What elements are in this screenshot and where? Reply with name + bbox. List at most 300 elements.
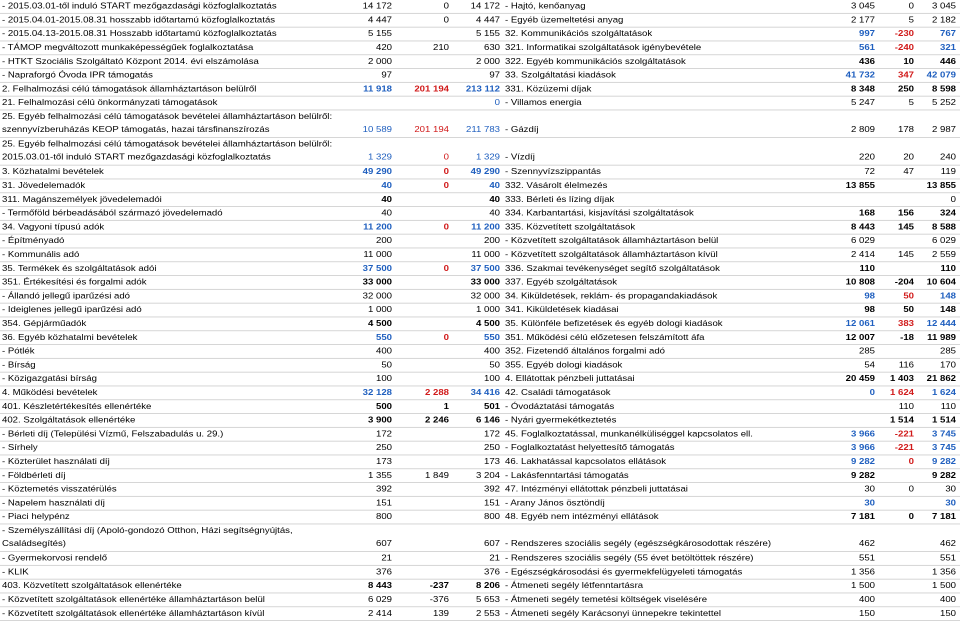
row-value: 607 <box>483 539 500 549</box>
table-row <box>0 373 960 387</box>
row-value: 800 <box>483 512 500 522</box>
row-value: 9 282 <box>931 470 956 481</box>
row-value: 200 <box>375 236 392 246</box>
row-value: 47 <box>903 167 914 177</box>
row-value: 37 500 <box>470 263 500 274</box>
row-value <box>876 607 914 620</box>
row-value: 2 246 <box>424 415 449 426</box>
row-value <box>393 317 449 330</box>
row-value: 54 <box>864 360 875 371</box>
row-value: 34 416 <box>470 388 500 398</box>
row-label: 321. Informatikai szolgáltatások igénybevétele <box>505 43 702 53</box>
row-value: 213 112 <box>465 84 500 95</box>
row-value: 1 849 <box>424 470 449 481</box>
row-value: 41 732 <box>845 70 875 81</box>
row-value: 446 <box>939 56 956 67</box>
row-value: 0 <box>443 15 449 26</box>
row-value: 250 <box>897 84 914 95</box>
row-value: 173 <box>483 457 500 467</box>
row-label: 351. Értékesítési és forgalmi adók <box>2 277 147 288</box>
row-value: 630 <box>483 43 500 53</box>
row-value <box>876 552 914 565</box>
row-value: 1 355 <box>367 470 392 481</box>
row-value: 0 <box>443 263 449 274</box>
row-value: 110 <box>940 401 956 412</box>
row-value: 145 <box>897 222 914 233</box>
row-value <box>393 455 449 468</box>
row-value: 400 <box>375 346 392 357</box>
row-value: 6 029 <box>931 236 956 246</box>
row-value: 551 <box>858 553 875 564</box>
row-label: 331. Közüzemi díjak <box>505 84 592 95</box>
row-value: 7 181 <box>931 512 956 522</box>
row-value: 0 <box>908 484 914 495</box>
row-value <box>393 304 449 317</box>
row-label: 48. Egyéb nem intézményi ellátások <box>505 512 659 522</box>
table-row <box>0 28 960 42</box>
row-label: - 2015.03.01-től induló START mezőgazdasági közfoglalkoztatás <box>2 1 277 12</box>
row-label: 354. Gépjárműadók <box>2 319 87 329</box>
row-value: 250 <box>375 443 392 453</box>
row-value: 4 447 <box>367 15 392 26</box>
table-row <box>0 331 960 345</box>
row-label: 335. Közvetített szolgáltatások <box>505 222 636 233</box>
table-row <box>0 166 960 180</box>
row-value: 98 <box>864 291 875 302</box>
row-value: 40 <box>381 181 392 191</box>
table-row <box>0 345 960 359</box>
row-label: 333. Bérleti és lízing díjak <box>505 194 615 205</box>
row-value: 210 <box>432 43 449 53</box>
table-row <box>0 497 960 511</box>
row-label: 32. Kommunikációs szolgáltatások <box>505 29 653 39</box>
row-value: 8 206 <box>475 581 500 591</box>
row-value: 97 <box>489 70 500 81</box>
row-label: - Napelem használati díj <box>2 498 105 509</box>
row-value: 110 <box>898 401 914 412</box>
table-row <box>0 290 960 304</box>
row-label: - Közvetített szolgáltatások államháztartáson kívül <box>505 250 718 260</box>
row-label: 35. Termékek és szolgáltatások adói <box>2 263 157 274</box>
row-value: 97 <box>381 70 392 81</box>
row-label: - Villamos energia <box>505 98 582 108</box>
row-value: 220 <box>858 152 875 163</box>
row-value: 30 <box>864 498 875 509</box>
row-value <box>795 193 875 206</box>
row-value <box>876 262 914 275</box>
row-value: 49 290 <box>470 167 500 177</box>
row-value: 200 <box>483 236 500 246</box>
row-value <box>393 345 449 358</box>
row-value <box>876 469 914 482</box>
row-value <box>393 207 449 220</box>
row-value: 12 444 <box>926 319 956 329</box>
row-value: 150 <box>939 608 956 619</box>
row-value: -230 <box>894 29 914 39</box>
table-row <box>0 469 960 483</box>
row-value: 11 000 <box>471 250 500 260</box>
row-value: 3 966 <box>850 443 875 453</box>
row-value: 21 <box>489 553 500 564</box>
row-value: 551 <box>939 553 956 564</box>
row-value: 148 <box>939 291 956 302</box>
row-value: 0 <box>443 222 449 233</box>
row-label: 21. Felhalmozási célú önkormányzati támogatások <box>2 98 218 108</box>
row-label: - Gázdíj <box>505 125 539 135</box>
table-row <box>0 511 960 525</box>
row-label: - Bírság <box>2 360 36 371</box>
row-value: 98 <box>864 305 875 315</box>
row-value: 30 <box>945 484 956 495</box>
row-label: 2. Felhalmozási célú támogatások államháztartáson belülről <box>2 84 257 95</box>
row-value: 168 <box>858 208 875 219</box>
row-value <box>795 400 875 413</box>
row-value <box>393 55 449 68</box>
row-value: 21 862 <box>926 374 956 384</box>
row-value: 10 808 <box>845 277 875 288</box>
row-label: 36. Egyéb közhatalmi bevételek <box>2 332 138 343</box>
row-value: 11 200 <box>471 222 500 233</box>
row-value: 0 <box>443 152 449 163</box>
row-label: 25. Egyéb felhalmozási célú támogatások bevételei államháztartáson belülről: <box>2 139 332 150</box>
row-value: 0 <box>443 1 449 12</box>
row-value: 20 459 <box>845 374 875 384</box>
row-value: 1 500 <box>850 581 875 591</box>
row-value: 400 <box>858 595 875 605</box>
row-label: - Piaci helypénz <box>2 512 70 522</box>
row-value: 8 443 <box>850 222 875 233</box>
row-value: 13 855 <box>845 181 875 191</box>
row-value <box>393 511 449 524</box>
row-label: 322. Egyéb kommunikációs szolgáltatások <box>505 56 686 67</box>
row-value: 6 146 <box>475 415 500 426</box>
row-label: - Köztemetés visszatérülés <box>2 484 117 495</box>
row-label: - Termőföld bérbeadásából származó jövedelemadó <box>2 208 223 219</box>
row-value: 5 653 <box>475 595 500 605</box>
table-row <box>0 110 960 138</box>
table-row <box>0 235 960 249</box>
row-label: 352. Fizetendő általános forgalmi adó <box>505 346 665 357</box>
row-value: 2 559 <box>931 250 956 260</box>
row-value: 49 290 <box>362 167 392 177</box>
row-value: 40 <box>381 208 392 219</box>
row-label: - Foglalkoztatást helyettesítő támogatás <box>505 443 675 453</box>
row-value: 550 <box>483 332 500 343</box>
row-value: 5 155 <box>475 29 500 39</box>
table-row <box>0 400 960 414</box>
row-value: 550 <box>375 332 392 343</box>
row-label: - Lakásfenntartási támogatás <box>505 470 629 481</box>
row-label: 47. Intézményi ellátottak pénzbeli juttatásai <box>505 484 688 495</box>
row-value: 11 918 <box>363 84 392 95</box>
row-value <box>300 97 392 110</box>
row-label: - HTKT Szociális Szolgáltató Központ 2014. évi elszámolása <box>2 56 259 67</box>
row-value: 250 <box>483 443 500 453</box>
row-value <box>876 566 914 579</box>
row-value: 1 329 <box>367 152 392 163</box>
row-value <box>393 290 449 303</box>
row-value: 201 194 <box>414 84 449 95</box>
row-value <box>393 497 449 510</box>
table-row <box>0 359 960 373</box>
row-label: - Közvetített szolgáltatások ellenértéke államháztartáson belül <box>2 595 265 605</box>
row-value: 173 <box>375 457 392 467</box>
row-label: 341. Kiküldetések kiadásai <box>505 305 619 315</box>
row-value: 3 204 <box>475 470 500 481</box>
row-label: 351. Működési célú előzetesen felszámított áfa <box>505 332 705 343</box>
row-value: 2 809 <box>850 125 875 135</box>
row-value: 0 <box>950 194 956 205</box>
row-value: 37 500 <box>362 263 392 274</box>
row-value: 392 <box>483 484 500 495</box>
row-label: 402. Szolgáltatások ellenértéke <box>2 415 136 426</box>
row-value: 8 598 <box>931 84 956 95</box>
row-value: 462 <box>858 539 875 549</box>
row-value: 50 <box>903 305 914 315</box>
table-row <box>0 442 960 456</box>
row-value: 30 <box>864 484 875 495</box>
row-value: 607 <box>375 539 392 549</box>
row-value: 0 <box>443 181 449 191</box>
row-value <box>876 580 914 593</box>
row-value: 376 <box>483 567 500 578</box>
row-value: 376 <box>375 567 392 578</box>
row-value: -237 <box>429 581 449 591</box>
row-label: 4. Ellátottak pénzbeli juttatásai <box>505 374 635 384</box>
row-label-continued: Családsegítés) <box>2 539 66 549</box>
row-value: 6 029 <box>850 236 875 246</box>
row-label: 34. Vagyoni típusú adók <box>2 222 105 233</box>
row-value: 151 <box>483 498 500 509</box>
row-value: 324 <box>939 208 956 219</box>
row-value: 2 182 <box>931 15 956 26</box>
row-value: 4 500 <box>475 319 500 329</box>
row-label: - KLIK <box>2 567 29 578</box>
row-label: - Állandó jellegű iparűzési adó <box>2 291 130 302</box>
row-value: 40 <box>489 181 500 191</box>
table-row <box>0 193 960 207</box>
row-label: - Pótlék <box>2 346 35 357</box>
row-value: 50 <box>381 360 392 371</box>
table-row <box>0 524 960 552</box>
row-value: 211 783 <box>466 125 500 135</box>
row-value <box>393 373 449 386</box>
row-value <box>393 97 449 110</box>
table-row <box>0 55 960 69</box>
row-label: 355. Egyéb dologi kiadások <box>505 360 623 371</box>
table-row <box>0 317 960 331</box>
row-value: 347 <box>897 70 914 81</box>
row-value: 32 128 <box>362 388 392 398</box>
row-value <box>393 193 449 206</box>
row-value <box>876 235 914 248</box>
row-label: - Közigazgatási bírság <box>2 374 97 384</box>
row-label: - Átmeneti segély temetési költségek viselésére <box>505 595 708 605</box>
row-label: - 2015.04.01-2015.08.31 hosszabb időtartamú közfoglalkoztatás <box>2 15 276 26</box>
table-row <box>0 97 960 111</box>
row-value: 1 624 <box>931 388 956 398</box>
row-label: 42. Családi támogatások <box>505 388 611 398</box>
row-value: 50 <box>489 360 500 371</box>
table-row <box>0 566 960 580</box>
row-value: -221 <box>894 429 914 440</box>
row-label: 337. Egyéb szolgáltatások <box>505 277 618 288</box>
row-label: - TÁMOP megváltozott munkaképességűek foglalkoztatása <box>2 43 254 53</box>
row-label: 336. Szakmai tevékenységet segítő szolgáltatások <box>505 263 720 274</box>
table-row <box>0 483 960 497</box>
row-value: 436 <box>858 56 875 67</box>
row-value: 1 <box>443 401 449 412</box>
row-value: 9 282 <box>850 470 875 481</box>
row-value: 148 <box>939 305 956 315</box>
row-value <box>876 537 914 550</box>
row-value: 100 <box>375 374 392 384</box>
row-value: 2 000 <box>475 56 500 67</box>
table-row <box>0 607 960 621</box>
row-value: 145 <box>897 250 914 260</box>
row-value: 3 745 <box>931 443 956 453</box>
table-row <box>0 69 960 83</box>
row-value: 1 403 <box>889 374 914 384</box>
row-value: 4 447 <box>475 15 500 26</box>
row-value: -376 <box>429 595 449 605</box>
row-value: 11 989 <box>927 332 956 343</box>
row-value: 5 155 <box>367 29 392 39</box>
row-value: 119 <box>940 167 956 177</box>
row-value <box>393 483 449 496</box>
row-value: 170 <box>939 360 956 371</box>
row-value: 139 <box>432 608 449 619</box>
table-row <box>0 14 960 28</box>
row-value <box>795 414 875 427</box>
row-value: 100 <box>483 374 500 384</box>
row-value: 0 <box>494 98 500 108</box>
row-value: 2 000 <box>367 56 392 67</box>
row-value: 178 <box>897 125 914 135</box>
row-value: -240 <box>894 43 914 53</box>
row-label: 46. Lakhatással kapcsolatos ellátások <box>505 457 667 467</box>
row-value: 20 <box>903 152 914 163</box>
row-value: 21 <box>381 553 392 564</box>
row-value: 1 329 <box>475 152 500 163</box>
row-value: 2 414 <box>850 250 875 260</box>
row-value: 1 356 <box>850 567 875 578</box>
row-value: 150 <box>858 608 875 619</box>
row-label: - Bérleti díj (Települési Vízmű, Felszabadulás u. 29.) <box>2 429 224 440</box>
row-value: 0 <box>908 1 914 12</box>
row-value: 2 553 <box>475 608 500 619</box>
row-value: 400 <box>939 595 956 605</box>
row-value: 561 <box>858 43 875 53</box>
row-label: - Közvetített szolgáltatások ellenértéke államháztartáson kívül <box>2 608 265 619</box>
row-value: 5 <box>908 15 914 26</box>
table-row <box>0 248 960 262</box>
row-label: - Óvodáztatási támogatás <box>505 401 615 412</box>
row-value: 3 745 <box>931 429 956 440</box>
row-value: 32 000 <box>362 291 392 302</box>
row-value <box>393 428 449 441</box>
row-label: 4. Működési bevételek <box>2 388 98 398</box>
row-label: 33. Szolgáltatási kiadások <box>505 70 616 81</box>
table-row <box>0 207 960 221</box>
row-value: 110 <box>859 263 875 274</box>
row-value: 172 <box>375 429 392 440</box>
row-value <box>876 345 914 358</box>
table-row <box>0 138 960 166</box>
row-value: 2 414 <box>367 608 392 619</box>
row-label: 401. Készletértékesítés ellenértéke <box>2 401 152 412</box>
row-value <box>393 235 449 248</box>
row-label: - Rendszeres szociális segély (55 évet betöltöttek részére) <box>505 553 754 564</box>
row-value: 3 045 <box>931 1 956 12</box>
row-label: - Közvetített szolgáltatások államháztartáson belül <box>505 236 719 246</box>
table-row <box>0 179 960 193</box>
row-value <box>393 69 449 82</box>
row-value <box>393 566 449 579</box>
row-value: 10 604 <box>926 277 956 288</box>
row-value: 6 029 <box>367 595 392 605</box>
row-value: 3 900 <box>367 415 392 426</box>
row-label: 334. Karbantartási, kisjavítási szolgáltatások <box>505 208 694 219</box>
row-label: - Egészségkárosodási és gyermekfelügyeleti támogatás <box>505 567 743 578</box>
row-value: 110 <box>940 263 956 274</box>
row-value: 2 177 <box>850 15 875 26</box>
row-value <box>393 552 449 565</box>
table-row <box>0 41 960 55</box>
row-label: - Földbérleti díj <box>2 470 66 481</box>
row-value: 420 <box>375 43 392 53</box>
row-value: 1 356 <box>931 567 956 578</box>
row-label-continued: szennyvízberuházás KEOP támogatás, hazai társfinanszírozás <box>2 125 270 135</box>
row-value: 201 194 <box>414 125 449 135</box>
row-value: 1 624 <box>889 388 914 398</box>
row-value <box>393 359 449 372</box>
row-value <box>393 442 449 455</box>
row-value: -18 <box>900 332 914 343</box>
row-value: 383 <box>897 319 914 329</box>
row-value: 40 <box>489 194 500 205</box>
row-label: 35. Különféle befizetések és egyéb dologi kiadások <box>505 319 723 329</box>
row-value: 156 <box>897 208 914 219</box>
row-value: 40 <box>381 194 392 205</box>
row-label: - Nyári gyermekétkeztetés <box>505 415 617 426</box>
row-label: - Átmeneti segély létfenntartásra <box>505 581 644 591</box>
row-label: - Építményadó <box>2 236 65 246</box>
row-value: 11 200 <box>363 222 392 233</box>
row-label: 34. Kiküldetések, reklám- és propagandakiadások <box>505 291 718 302</box>
row-value: 10 <box>903 56 914 67</box>
row-value <box>393 28 449 41</box>
row-value: 12 061 <box>845 319 875 329</box>
row-value: 5 247 <box>850 98 875 108</box>
row-value: 1 514 <box>889 415 914 426</box>
row-value: 997 <box>858 29 875 39</box>
row-value: 40 <box>489 208 500 219</box>
row-value: 8 348 <box>850 84 875 95</box>
row-value: 1 000 <box>367 305 392 315</box>
row-value: 151 <box>375 498 392 509</box>
row-value: 10 589 <box>362 125 392 135</box>
table-row <box>0 455 960 469</box>
row-value: 800 <box>375 512 392 522</box>
row-value: 767 <box>939 29 956 39</box>
row-label: 25. Egyéb felhalmozási célú támogatások bevételei államháztartáson belülről: <box>2 112 332 122</box>
row-value: 2 987 <box>931 125 956 135</box>
row-value: 8 443 <box>367 581 392 591</box>
row-value: -204 <box>894 277 914 288</box>
row-value: 0 <box>443 167 449 177</box>
row-label: 3. Közhatalmi bevételek <box>2 167 104 177</box>
